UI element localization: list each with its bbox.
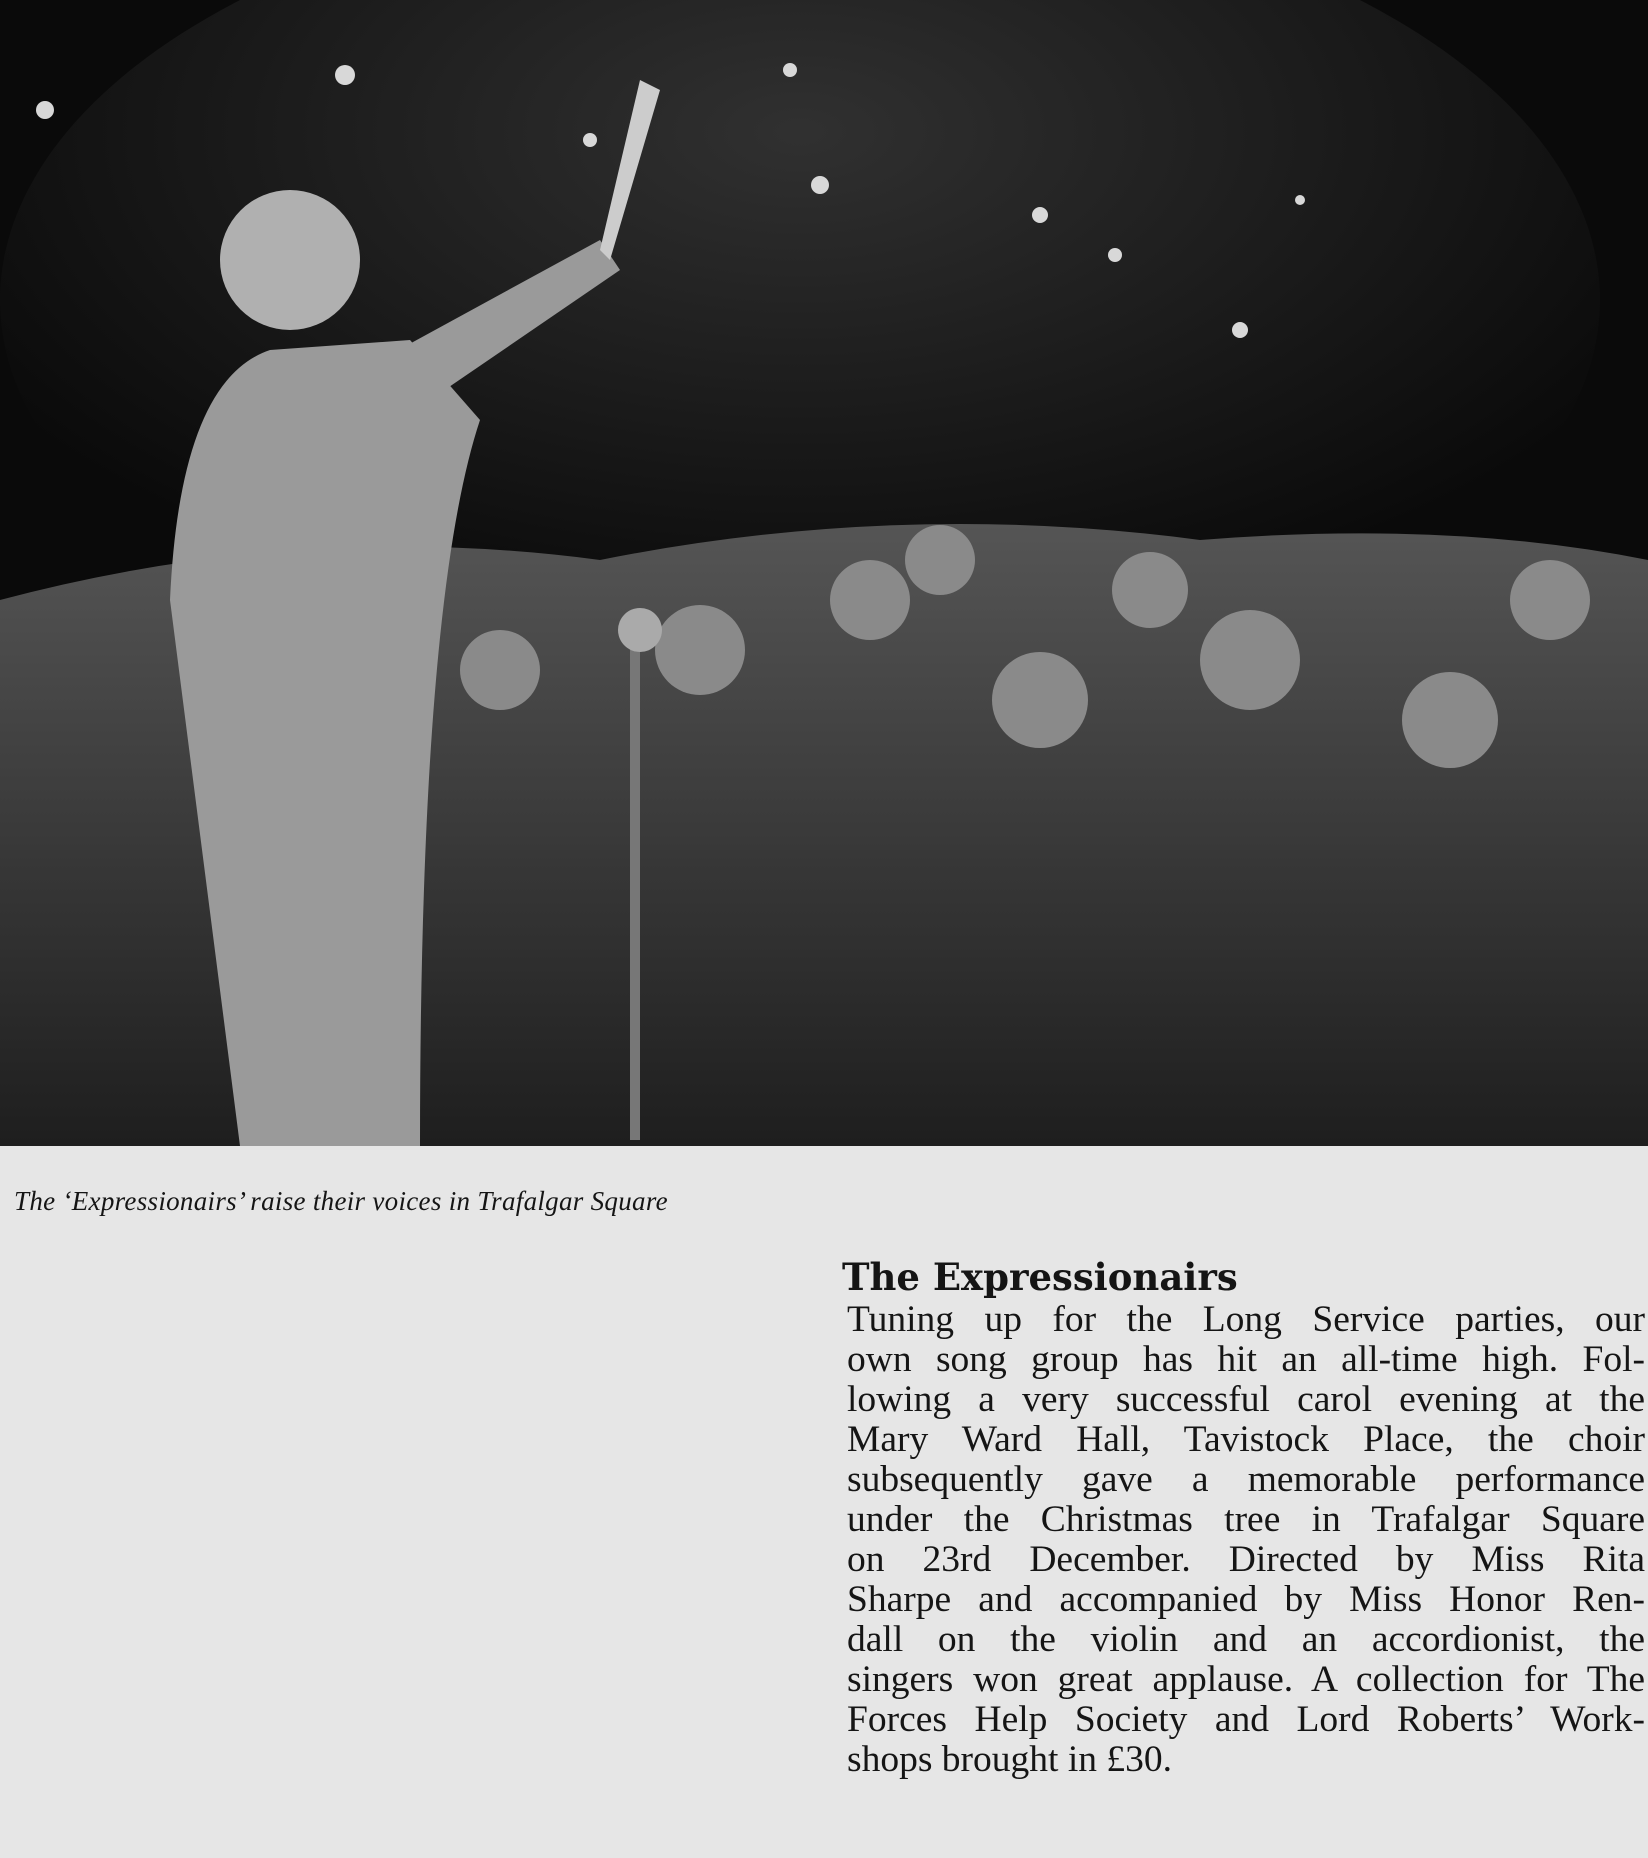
body-line: subsequently gave a memorable performance [847,1459,1645,1500]
body-line: under the Christmas tree in Trafalgar Square [847,1499,1645,1540]
body-line: shops brought in £30. [847,1739,1173,1780]
body-line: Tuning up for the Long Service parties, our [847,1299,1645,1340]
article-title: The Expressionairs [842,1255,1238,1299]
body-line: own song group has hit an all-time high. Fol- [847,1339,1645,1380]
body-line: Sharpe and accompanied by Miss Honor Ren- [847,1579,1645,1620]
photo-caption: The ‘Expressionairs’ raise their voices in Trafalgar Square [14,1186,668,1216]
article [842,1254,1645,1780]
body-line: lowing a very successful carol evening at the [847,1379,1645,1420]
body-line: on 23rd December. Directed by Miss Rita [847,1539,1645,1580]
body-line: dall on the violin and an accordionist, the [847,1619,1645,1660]
body-line: Mary Ward Hall, Tavistock Place, the choir [847,1419,1645,1460]
article-body [842,1300,1645,1780]
body-line: singers won great applause. A collection for The [847,1659,1645,1700]
body-line: Forces Help Society and Lord Roberts’ Work- [847,1699,1645,1740]
